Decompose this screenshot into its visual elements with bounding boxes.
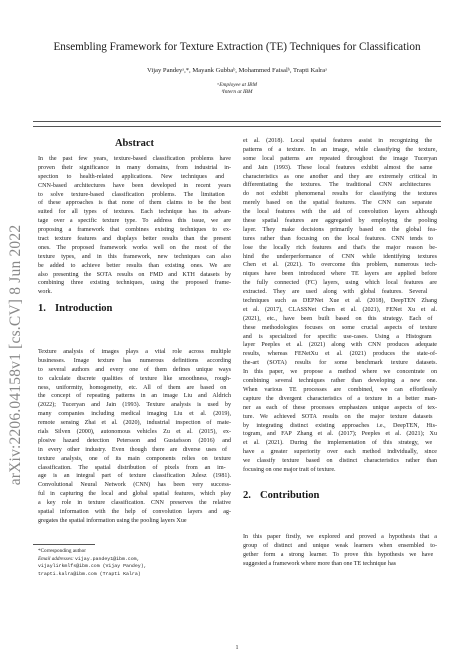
right-column-line: some local patterns are repeated throughout the image Tuceryan: [243, 155, 437, 162]
abstract-line: also presenting the SOTA results on FMD and KTH datasets by: [38, 271, 231, 278]
right-column-line: these spatial features are aggregated by employing the pooling: [243, 218, 437, 225]
abstract-line: proposing a framework that combines existing techniques to ex-: [38, 227, 231, 234]
right-column-line: tures rather than focusing on the local features. CNN tends to: [243, 235, 433, 242]
right-column-line: and Jain (1993). These local features exhibit almost the same: [243, 164, 433, 171]
abstract-line: suited for all types of textures. Each technique has its advan-: [38, 209, 231, 216]
right-column-line: techniques such as DEPNet Xue et al. (2018), DeepTEN Zhang: [243, 298, 437, 305]
paper-title: Ensembling Framework for Texture Extraction (TE) Techniques for Classification: [53, 41, 421, 53]
right-column-line: In this paper, we propose a method where we concentrate on: [243, 369, 437, 376]
right-column-line: focusing on one major trait of texture.: [243, 466, 336, 473]
abstract-line: of these approaches is that none of them claims to be the best: [38, 200, 231, 207]
right-column-line: we classify texture based on distinct characteristics rather than: [243, 458, 437, 465]
right-column-line: the fully connected (FC) layers, using which local features are: [243, 280, 437, 287]
contribution-line: gether form a strong learner. To prove this hypothesis we have: [243, 551, 434, 558]
abstract-line: work.: [38, 289, 53, 296]
introduction-line: ness, uniformity, homogeneity, etc. All of them are based on: [38, 384, 227, 391]
right-column-line: et al. (2021). During the implementation of this strategy, we: [243, 440, 433, 447]
abstract-line: tage over a specific texture type. To address this issue, we are: [38, 218, 231, 225]
footnotes: [38, 548, 147, 578]
introduction-line: rials Silven (2000), autonomous vehicles Zu et al. (2015), ex-: [38, 429, 231, 436]
introduction-body: [38, 348, 231, 526]
right-column-line: capture the divergent characteristics of a texture in a better man-: [243, 395, 437, 402]
right-column-line: Chen et al. (2021). To overcome this problem, numerous tech-: [243, 262, 437, 269]
author-list: Vijay Pandeyᵃ,*, Mayank Gubbaᵇ, Mohammed Faisalᵇ, Trapti Kalraᵃ: [147, 67, 327, 74]
abstract-body: [38, 155, 231, 297]
section-title: Introduction: [54, 303, 113, 314]
abstract-line: spection to health-related applications. New techniques and: [38, 173, 225, 180]
introduction-line: a key role in texture classification. CNN preserves the relative: [38, 500, 231, 507]
arxiv-watermark: [6, 175, 26, 535]
abstract-line: tract texture features and displays better results than the present: [38, 236, 231, 243]
email-3[interactable]: trapti.kalra@ibm.com (Trapti Kalra): [38, 571, 141, 577]
right-column-line: and is specialized for specific use-cases. Using a Histogram: [243, 333, 432, 340]
right-column-line: by integrating distinct existing approaches i.e., DeepTEN, His-: [243, 422, 437, 429]
right-column-line: characteristics as one another and they are extremely critical in: [243, 173, 437, 180]
corresponding-author-note: *Corresponding author: [38, 548, 86, 554]
right-column-line: niques have been introduced where TE layers are applied before: [243, 271, 437, 278]
right-column-line: the local features with the aid of convolution layers although: [243, 209, 437, 216]
header-divider: [33, 121, 441, 122]
email-2[interactable]: vijaylirkmlfs@ibm.com (Vijay Pandey),: [38, 564, 147, 570]
right-column-line: lose the locally rich features and that's the major reason be-: [243, 244, 437, 251]
right-column-line: et al. (2018). Local spatial features assist in recognizing the: [243, 138, 433, 144]
abstract-line: proven their significance in many domains, from industrial in-: [38, 164, 231, 171]
right-column-line: hind the underperformance of CNN while identifying textures: [243, 253, 437, 260]
right-column-line: the-art (SOTA) results for some benchmark texture datasets.: [243, 360, 437, 367]
abstract-line: ones. The proposed framework works well on the most of the: [38, 244, 231, 251]
introduction-line: classification. The spatial distribution of pixels from an im-: [38, 464, 226, 471]
right-column-line: et al. (2017), CLASSNet Chen et al. (2021), FENet Xu et al.: [243, 306, 437, 313]
abstract-line: CNN-based architectures have been developed in recent years: [38, 182, 231, 189]
right-column-line: results, whereas FENetXu et al. (2021) produces the state-of-: [243, 351, 437, 358]
right-column-line: layer Peeples et al. (2021) along with CNN produces adequate: [243, 342, 437, 349]
abstract-line: texture types, and in this framework, new techniques can also: [38, 253, 231, 260]
introduction-line: spatial information with the help of convolution layers and ag-: [38, 509, 231, 516]
right-column-line: merely based on the spatial features. The CNN can separate: [243, 200, 433, 207]
right-column-line: ner as each of these processes emphasizes unique aspects of tex-: [243, 404, 437, 411]
right-column-body: [243, 137, 437, 475]
introduction-line: Texture analysis of images plays a vital role across multiple: [38, 349, 231, 355]
section-contribution-heading: [243, 490, 319, 501]
introduction-line: texture analysis, one of its main components relies on texture: [38, 455, 231, 462]
introduction-line: (2022); Tuceryan and Jain (1993). Texture analysis is used by: [38, 402, 231, 409]
contribution-line: suggested a framework where more than one TE technique has: [243, 560, 397, 567]
abstract-line: In the past few years, texture-based classification problems have: [38, 156, 231, 162]
email-1[interactable]: vijay.pandey1@ibm.com,: [74, 556, 140, 562]
introduction-line: businesses. Image texture has numerous definitions according: [38, 357, 231, 364]
affiliation-a: ᵃEmployee at IBM: [217, 82, 257, 88]
right-column-line: have a greater superiority over each method individually, since: [243, 449, 437, 456]
section-title: Contribution: [259, 490, 320, 501]
contribution-body: [243, 533, 437, 569]
introduction-line: remote sensing Zhai et al. (2020), industrial inspection of mate-: [38, 420, 231, 427]
affiliation-b: ᵇIntern at IBM: [221, 89, 253, 96]
introduction-line: Convolutional Neural Network (CNN) has been very success-: [38, 482, 231, 489]
right-column-line: differentiating the textures. The traditional CNN architectures: [243, 182, 431, 189]
introduction-line: the concept of repeating patterns in an image Liu and Aldrich: [38, 393, 231, 400]
right-column-line: togram, and FAP Zhang et al. (2017); Peeples et al. (2021); Xu: [243, 431, 437, 438]
contribution-line: group of distinct and unique weak learners when ensembled to-: [243, 542, 437, 549]
introduction-line: gregates the spatial information using the pooling layers Xue: [38, 517, 187, 524]
introduction-line: ful in capturing the local and global spatial features, which play: [38, 491, 231, 498]
introduction-line: to several authors and every one of them defines unique ways: [38, 366, 231, 373]
right-column-line: When various TE processes are combined, we can effortlessly: [243, 386, 437, 393]
header-divider-lower: [33, 126, 441, 127]
introduction-line: many companies including medical imaging Liu et al. (2019),: [38, 411, 231, 418]
email-label: Email addresses:: [38, 555, 74, 562]
abstract-line: to solve texture-based classification problems. The limitation: [38, 191, 225, 198]
right-column-line: combining several techniques rather than developing a new one.: [243, 378, 437, 385]
right-column-line: do not exhibit phenomenal results for classifying the textures: [243, 191, 437, 198]
section-number: 1.: [38, 303, 46, 314]
right-column-line: extracted. They are used along with global features. Several: [243, 289, 428, 296]
right-column-line: layer. They make decisions primarily based on the global fea-: [243, 226, 437, 233]
right-column-line: these methodologies focuses on some crucial aspects of texture: [243, 324, 437, 331]
abstract-heading: Abstract: [114, 138, 155, 149]
right-column-line: ture. We achieved SOTA results on the major texture datasets: [243, 413, 433, 420]
page-number: 1: [235, 645, 239, 651]
affiliations: [20, 82, 454, 96]
introduction-line: plosive hazard detection Petersson and Gustafsson (2016) and: [38, 437, 231, 444]
footnote-divider: [33, 544, 95, 545]
abstract-line: combining three existing techniques, using the proposed frame-: [38, 280, 231, 287]
right-column-line: patterns of a texture. In an image, while classifying the texture,: [243, 146, 437, 153]
email-line: [38, 556, 147, 564]
introduction-line: age is an integral part of texture classification Julesz (1981).: [38, 473, 231, 480]
introduction-line: to calculate discrete qualities of texture like smoothness, rough-: [38, 375, 231, 382]
introduction-line: in every other industry. Even though there are diverse uses of: [38, 446, 228, 453]
arxiv-id: arXiv:2206.04158v1 [cs.CV] 8 Jun 2022: [7, 224, 24, 486]
abstract-line: be added to achieve better results than existing ones. We are: [38, 262, 231, 269]
section-introduction-heading: [38, 303, 112, 314]
contribution-line: In this paper firstly, we explored and proved a hypothesis that a: [243, 534, 437, 540]
right-column-line: (2021), etc., have been built based on this strategy. Each of: [243, 315, 433, 322]
section-number: 2.: [243, 490, 251, 501]
